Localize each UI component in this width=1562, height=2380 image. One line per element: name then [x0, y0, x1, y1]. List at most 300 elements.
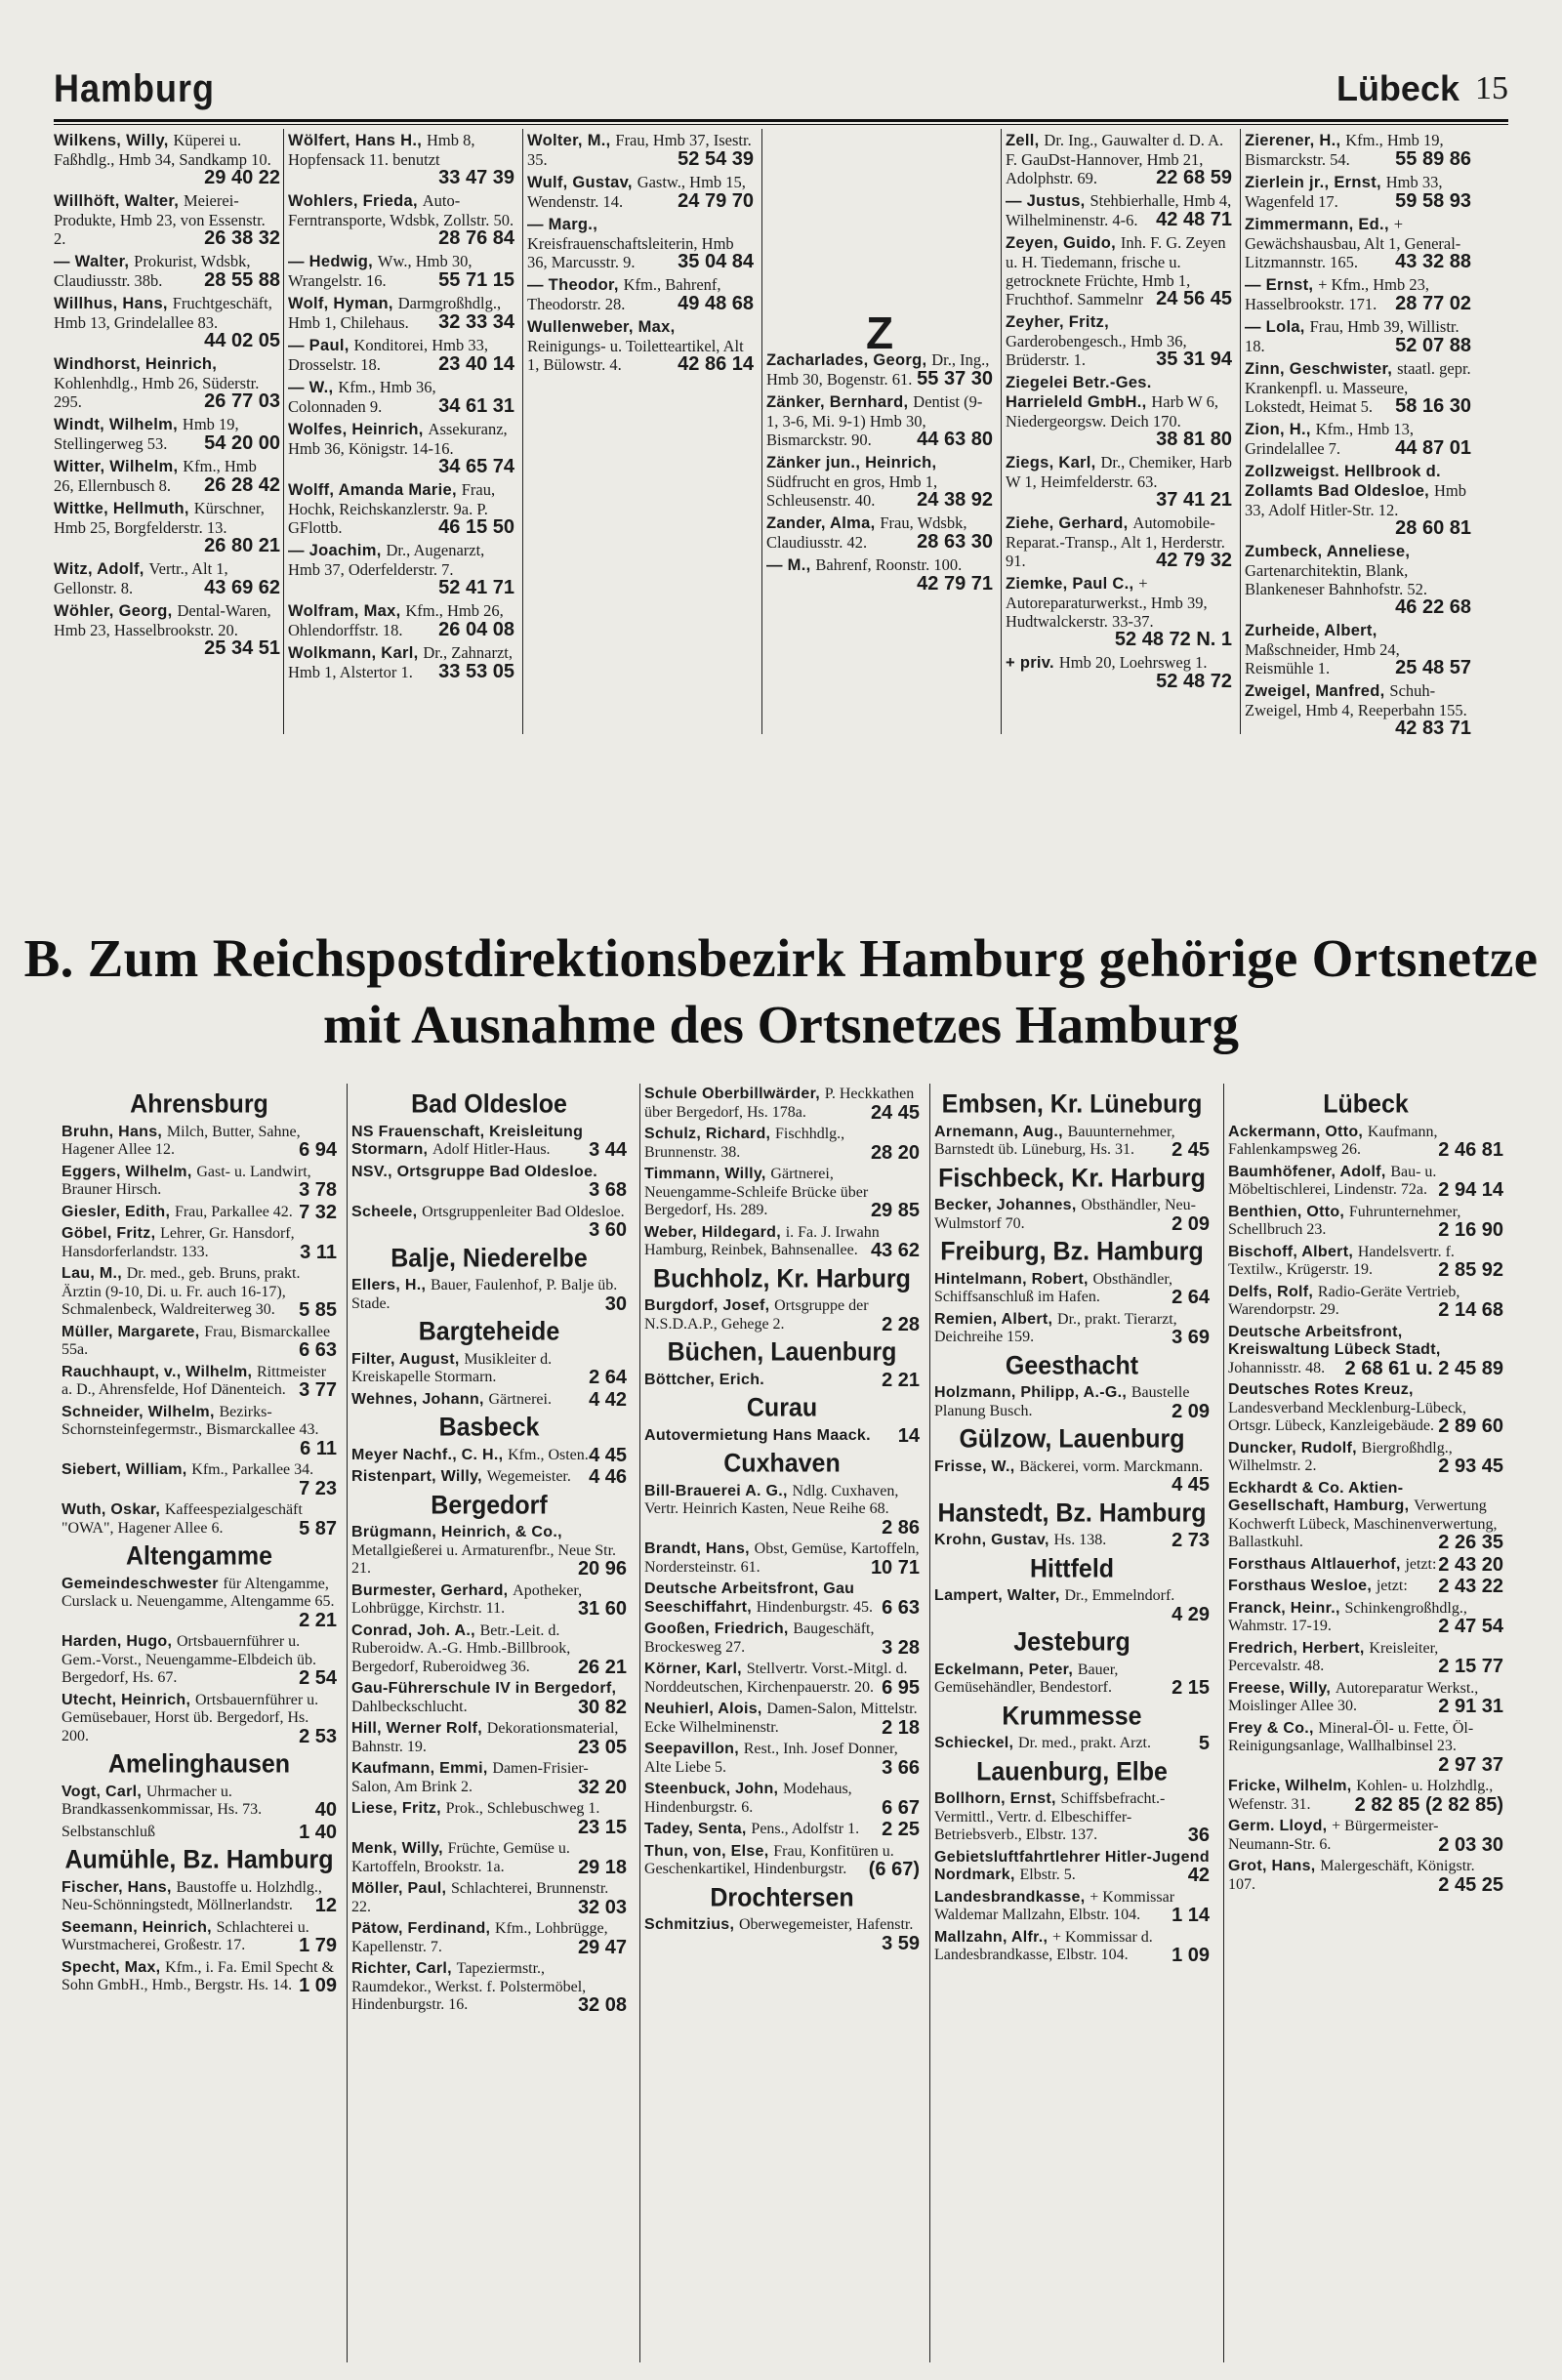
entry-name: Zimmermann, Ed., — [1245, 216, 1394, 233]
town-heading: Hittfeld — [1029, 1553, 1115, 1583]
entry-name: Zänker jun., Heinrich, — [766, 454, 937, 472]
entry-phone: 43 62 — [870, 1240, 920, 1261]
town-heading: Drochtersen — [710, 1882, 854, 1912]
directory-entry — [62, 1324, 337, 1360]
entry-text: Küperei u. Faßhdlg., Hmb 34, Sandkamp 10. — [54, 131, 271, 169]
entry-text: Mineral-Öl- u. Fette, Öl-Reinigungsanlage, Wallhalbinsel 23. — [1228, 1719, 1474, 1754]
entry-phone: 42 79 32 — [1156, 550, 1232, 571]
top-column-4 — [766, 310, 993, 597]
directory-entry — [934, 1124, 1210, 1160]
entry-phone: 24 79 70 — [678, 190, 754, 212]
entry-text: Kfm., Bahrenf, Theodorstr. 28. — [527, 275, 721, 313]
entry-name: Meyer Nachf., C. H., — [351, 1446, 509, 1463]
directory-entry — [62, 1164, 337, 1200]
directory-entry — [351, 1840, 627, 1876]
entry-name: — Hedwig, — [288, 253, 378, 270]
directory-entry — [766, 453, 993, 510]
entry-name: Windt, Wilhelm, — [54, 416, 183, 433]
directory-entry — [1245, 275, 1471, 313]
entry-phone: 58 16 30 — [1395, 395, 1471, 417]
directory-entry — [54, 559, 280, 597]
entry-name: — Marg., — [527, 216, 598, 233]
bottom-column-3 — [644, 1086, 920, 1956]
entry-name: Schmitzius, — [644, 1916, 739, 1933]
entry-phone: 34 65 74 — [438, 456, 514, 477]
entry-phone: 26 38 32 — [204, 227, 280, 249]
entry-text: Kaufmann, Fahlenkampsweg 26. — [1228, 1123, 1438, 1158]
directory-entry — [351, 1277, 627, 1313]
directory-entry — [351, 1800, 627, 1836]
directory-entry — [1245, 621, 1471, 677]
entry-name: Giesler, Edith, — [62, 1203, 175, 1220]
entry-name: Wolkmann, Karl, — [288, 644, 424, 662]
directory-entry — [1006, 513, 1232, 570]
entry-name: Fricke, Wilhelm, — [1228, 1778, 1357, 1794]
directory-entry — [644, 1661, 920, 1697]
entry-text: Ortsgruppe der N.S.D.A.P., Gehege 2. — [644, 1297, 869, 1333]
entry-name: Zänker, Bernhard, — [766, 393, 914, 411]
entry-phone: 2 54 — [299, 1667, 337, 1689]
directory-entry — [644, 1540, 920, 1577]
entry-phone: 2 15 — [1172, 1677, 1210, 1699]
entry-name: Grot, Hans, — [1228, 1858, 1321, 1874]
entry-phone: 43 69 62 — [204, 577, 280, 598]
entry-phone: 3 28 — [882, 1636, 920, 1659]
entry-name: Wöhler, Georg, — [54, 602, 178, 620]
entry-phone: 32 33 34 — [438, 311, 514, 333]
section-title-line2: mit Ausnahme des Ortsnetzes Hamburg — [322, 995, 1240, 1054]
entry-text: Schiffsbefracht.-Vermittl., Vertr. d. Elbeschiffer-Betriebsverb., Elbstr. 137. — [934, 1790, 1166, 1843]
entry-text: jetzt: — [1376, 1578, 1408, 1594]
directory-entry — [1228, 1381, 1503, 1436]
directory-entry — [1228, 1324, 1503, 1378]
directory-entry — [54, 601, 280, 658]
entry-text: Harb W 6, Niedergeorgsw. Deich 170. — [1006, 392, 1218, 431]
entry-name: NSV., Ortsgruppe Bad Oldesloe. — [351, 1163, 598, 1180]
entry-name: Zollzweigst. Hellbrook d. Zollamts Bad Oldesloe, — [1245, 463, 1441, 500]
entry-text: + Bürgermeister-Neumann-Str. 6. — [1228, 1818, 1439, 1853]
entry-name: — Joachim, — [288, 542, 387, 559]
entry-text: Frau, Konfitüren u. Geschenkartikel, Hindenburgstr. — [644, 1842, 894, 1877]
entry-name: Gau-Führerschule IV in Bergedorf, — [351, 1680, 617, 1697]
entry-phone: 22 68 59 — [1156, 167, 1232, 188]
entry-text: Rest., Inh. Josef Donner, Alte Liebe 5. — [644, 1741, 898, 1776]
directory-entry — [1245, 215, 1471, 271]
directory-entry — [1245, 420, 1471, 458]
entry-text: Wegemeister. — [486, 1468, 571, 1485]
directory-entry — [62, 1225, 337, 1261]
entry-text: Frau, Hmb 37, Isestr. 35. — [527, 131, 752, 169]
entry-text: + Autoreparaturwerkst., Hmb 39, Hudtwalckerstr. 33-37. — [1006, 574, 1208, 631]
entry-text: Bahrenf, Roonstr. 100. — [815, 555, 963, 574]
entry-name: Zion, H., — [1245, 421, 1316, 438]
entry-phone: 1 14 — [1172, 1905, 1210, 1926]
entry-text: Hindenburgstr. 45. — [756, 1598, 874, 1616]
directory-entry — [766, 350, 993, 389]
entry-phone: 35 31 94 — [1156, 349, 1232, 370]
entry-text: Schuh-Zweigel, Hmb 4, Reeperbahn 155. — [1245, 681, 1467, 719]
entry-name: Autovermietung Hans Maack. — [644, 1426, 871, 1444]
directory-entry — [1006, 131, 1232, 187]
directory-entry — [934, 1532, 1210, 1550]
directory-entry — [62, 1265, 337, 1320]
column-divider — [347, 1084, 348, 2362]
directory-entry — [351, 1351, 627, 1387]
entry-name: Forsthaus Altlauerhof, — [1228, 1555, 1406, 1573]
entry-phone: 54 20 00 — [204, 432, 280, 454]
entry-text: Bauer, Faulenhof, P. Balje üb. Stade. — [351, 1277, 618, 1312]
entry-phone: 32 03 — [577, 1896, 627, 1918]
entry-phone: 55 37 30 — [917, 368, 993, 390]
directory-entry — [351, 1164, 627, 1200]
entry-phone: 25 48 57 — [1395, 657, 1471, 678]
entry-text: Malergeschäft, Königstr. 107. — [1228, 1858, 1475, 1893]
entry-text: Lehrer, Gr. Hansdorf, Hansdorferlandstr. 133. — [62, 1225, 295, 1260]
entry-name: — W., — [288, 379, 339, 396]
directory-entry — [351, 1444, 627, 1466]
entry-name: Wolter, M., — [527, 132, 616, 149]
column-divider — [522, 129, 523, 734]
directory-entry — [644, 1126, 920, 1162]
directory-entry — [1228, 1284, 1503, 1320]
entry-phone: 2 09 — [1172, 1400, 1210, 1422]
entry-text: Handelsvertr. f. Textilw., Krügerstr. 19. — [1228, 1243, 1455, 1278]
entry-name: Kaufmann, Emmi, — [351, 1760, 493, 1777]
directory-entry — [527, 173, 754, 211]
directory-entry — [351, 1524, 627, 1579]
entry-text: Kfm., Parkallee 34. — [191, 1461, 314, 1478]
entry-text: Kfm., Hmb 26, Ohlendorffstr. 18. — [288, 601, 504, 639]
entry-phone: 2 09 — [1172, 1212, 1210, 1235]
entry-name: Burmester, Gerhard, — [351, 1581, 514, 1599]
entry-text: Gärtnerei, Neuengamme-Schleife Brücke über Bergedorf, Hs. 289. — [644, 1166, 869, 1218]
directory-entry — [1228, 1858, 1503, 1894]
entry-text: Selbstanschluß — [62, 1823, 155, 1840]
entry-phone: 5 85 — [299, 1299, 337, 1321]
entry-name: Vogt, Carl, — [62, 1783, 146, 1800]
directory-entry — [934, 1384, 1210, 1420]
entry-text: Fuhrunternehmer, Schellbruch 23. — [1228, 1203, 1461, 1238]
directory-entry — [351, 1720, 627, 1756]
entry-phone: 2 85 92 — [1438, 1259, 1503, 1281]
entry-text: Ww., Hmb 30, Wrangelstr. 16. — [288, 252, 473, 290]
entry-phone: 2 03 30 — [1438, 1833, 1503, 1856]
entry-name: Mallzahn, Alfr., — [934, 1928, 1052, 1946]
entry-phone: 2 89 60 — [1438, 1416, 1503, 1437]
entry-name: Richter, Carl, — [351, 1960, 457, 1977]
entry-text: Dr., Ing., Hmb 30, Bogenstr. 61. — [766, 350, 990, 389]
entry-phone: 2 68 61 u. 2 45 89 — [1344, 1357, 1503, 1379]
entry-name: Witz, Adolf, — [54, 560, 149, 578]
entry-phone: 6 63 — [299, 1339, 337, 1361]
entry-phone: 1 09 — [1172, 1945, 1210, 1966]
entry-phone: 33 47 39 — [438, 167, 514, 188]
entry-phone: 2 43 22 — [1438, 1576, 1503, 1597]
directory-entry — [644, 1821, 920, 1839]
entry-name: Zeyen, Guido, — [1006, 234, 1121, 252]
entry-name: Burgdorf, Josef, — [644, 1297, 775, 1314]
entry-name: Zacharlades, Georg, — [766, 351, 932, 369]
directory-entry — [527, 131, 754, 169]
entry-phone: 6 11 — [300, 1437, 337, 1459]
entry-name: Arnemann, Aug., — [934, 1123, 1068, 1140]
town-heading: Lauenburg, Elbe — [976, 1756, 1168, 1786]
page-header — [54, 65, 1508, 123]
entry-text: + Kommissar d. Landesbrandkasse, Elbstr. 104. — [934, 1928, 1153, 1963]
entry-name: Siebert, William, — [62, 1461, 192, 1478]
section-title-line1: B. Zum Reichspostdirektionsbezirk Hamburg gehörige Ortsnetze — [23, 928, 1539, 988]
entry-phone: 43 32 88 — [1395, 251, 1471, 272]
entry-text: Betr.-Leit. d. Ruberoidw. A.-G. Hmb.-Billbrook, Bergedorf, Ruberoidweg 36. — [351, 1621, 571, 1675]
entry-phone: 29 85 — [870, 1200, 920, 1221]
column-divider — [761, 129, 762, 734]
entry-phone: 52 48 72 N. 1 — [1114, 629, 1232, 650]
directory-entry — [1245, 462, 1471, 538]
entry-name: Gooßen, Friedrich, — [644, 1621, 794, 1637]
entry-text: i. Fa. J. Irwahn Hamburg, Reinbek, Bahnsenallee. — [644, 1223, 880, 1258]
entry-text: Maßschneider, Hmb 24, Reismühle 1. — [1245, 640, 1400, 677]
entry-phone: 38 81 80 — [1156, 429, 1232, 450]
directory-entry — [644, 1483, 920, 1538]
entry-name: Bollhorn, Ernst, — [934, 1790, 1061, 1807]
directory-entry — [62, 1461, 337, 1498]
entry-text: + Kommissar Waldemar Mallzahn, Elbstr. 104. — [934, 1888, 1175, 1923]
entry-text: Dr., Augenarzt, Hmb 37, Oderfelderstr. 7. — [288, 541, 485, 579]
directory-entry — [1228, 1778, 1503, 1814]
entry-text: Kohlenhdlg., Hmb 26, Süderstr. 295. — [54, 374, 260, 411]
directory-entry — [54, 131, 280, 187]
directory-entry — [288, 294, 514, 332]
entry-text: P. Heckkathen über Bergedorf, Hs. 178a. — [644, 1086, 915, 1121]
entry-name: Ackermann, Otto, — [1228, 1123, 1368, 1140]
entry-text: Vertr., Alt 1, Gellonstr. 8. — [54, 559, 228, 597]
entry-text: Metallgießerei u. Armaturenfbr., Neue Str. 21. — [351, 1541, 617, 1577]
entry-phone: 2 18 — [882, 1716, 920, 1739]
entry-phone: 23 05 — [577, 1736, 627, 1758]
entry-name: Eggers, Wilhelm, — [62, 1163, 197, 1180]
entry-text: Meierei-Produkte, Hmb 23, von Essenstr. 2. — [54, 191, 266, 248]
directory-entry — [288, 420, 514, 476]
entry-phone: 34 61 31 — [438, 395, 514, 417]
entry-name: Harden, Hugo, — [62, 1633, 177, 1650]
entry-text: Bezirks-Schornsteinfegermstr., Bismarckallee 43. — [62, 1403, 319, 1438]
entry-text: Gärtnerei. — [488, 1390, 552, 1408]
directory-entry — [1228, 1553, 1503, 1576]
entry-name: Freese, Willy, — [1228, 1679, 1336, 1697]
directory-entry — [1228, 1480, 1503, 1552]
entry-text: Kfm., Osten. — [508, 1446, 589, 1463]
entry-name: Zinn, Geschwister, — [1245, 360, 1398, 378]
entry-text: Bauunternehmer, Barnstedt üb. Lüneburg, Hs. 31. — [934, 1123, 1175, 1158]
directory-entry — [766, 392, 993, 449]
entry-name: Lampert, Walter, — [934, 1587, 1065, 1604]
directory-entry — [644, 1781, 920, 1817]
directory-entry — [644, 1369, 920, 1391]
entry-text: staatl. gepr. Krankenpfl. u. Masseure, Lokstedt, Heimat 5. — [1245, 359, 1471, 416]
entry-phone: 28 77 02 — [1395, 293, 1471, 314]
directory-entry — [934, 1929, 1210, 1965]
entry-text: Früchte, Gemüse u. Kartoffeln, Brookstr. 1a. — [351, 1840, 570, 1875]
directory-entry — [288, 131, 514, 187]
entry-name: Windhorst, Heinrich, — [54, 355, 218, 373]
entry-text: Elbstr. 5. — [1019, 1867, 1076, 1883]
town-heading: Fischbeck, Kr. Harburg — [938, 1163, 1206, 1193]
directory-entry — [934, 1197, 1210, 1233]
entry-name: Wolfes, Heinrich, — [288, 421, 429, 438]
entry-name: Weber, Hildegard, — [644, 1223, 786, 1241]
entry-text: Gastw., Hmb 15, Wendenstr. 14. — [527, 173, 746, 211]
directory-entry — [1245, 173, 1471, 211]
entry-text: Kfm., Hmb 19, Bismarckstr. 54. — [1245, 131, 1444, 169]
directory-entry — [351, 1920, 627, 1956]
top-column-1 — [54, 131, 280, 662]
entry-phone: 46 15 50 — [438, 516, 514, 538]
column-divider — [1223, 1084, 1224, 2362]
directory-entry — [644, 1424, 920, 1447]
entry-phone: 2 14 68 — [1438, 1299, 1503, 1321]
entry-text: Ortsbauernführer u. Gemüsebauer, Horst üb. Bergedorf, Hs. 200. — [62, 1691, 319, 1744]
entry-text: Kfm., i. Fa. Emil Specht & Sohn GmbH., Hmb., Bergstr. Hs. 14. — [62, 1958, 335, 1993]
entry-text: Dr. med., prakt. Arzt. — [1018, 1735, 1151, 1751]
entry-phone: 44 02 05 — [204, 330, 280, 351]
directory-entry — [1006, 653, 1232, 691]
entry-text: Kfm., Lohbrügge, Kapellenstr. 7. — [351, 1920, 608, 1955]
entry-text: Dental-Waren, Hmb 23, Hasselbrookstr. 20. — [54, 601, 271, 639]
column-divider — [1240, 129, 1241, 734]
entry-name: Zierlein jr., Ernst, — [1245, 174, 1386, 191]
entry-text: Bauer, Gemüsehändler, Bendestorf. — [934, 1661, 1119, 1696]
town-heading: Balje, Niederelbe — [390, 1243, 588, 1273]
directory-entry — [1006, 312, 1232, 369]
entry-text: Radio-Geräte Vertrieb, Warendorpstr. 29. — [1228, 1283, 1460, 1318]
entry-phone: 2 93 45 — [1438, 1456, 1503, 1477]
entry-name: Remien, Albert, — [934, 1310, 1058, 1328]
entry-name: Zierener, H., — [1245, 132, 1346, 149]
entry-name: Göbel, Fritz, — [62, 1225, 161, 1242]
entry-phone: 44 63 80 — [917, 429, 993, 450]
entry-phone: 40 — [314, 1799, 337, 1821]
entry-phone: 2 26 35 — [1438, 1532, 1503, 1553]
entry-text: Ortsbauernführer u. Gem.-Vorst., Neuengamme-Elbdeich üb. Bergedorf, Hs. 67. — [62, 1633, 316, 1686]
entry-phone: 30 82 — [577, 1696, 627, 1718]
directory-entry — [1245, 317, 1471, 355]
entry-text: Schlachterei, Brunnenstr. 22. — [351, 1880, 609, 1915]
entry-text: Landesverband Mecklenburg-Lübeck, Ortsgr. Lübeck, Kanzleigebäude. — [1228, 1399, 1467, 1434]
directory-entry — [644, 1701, 920, 1737]
entry-phone: 52 48 72 — [1156, 671, 1232, 692]
entry-name: — Justus, — [1006, 192, 1090, 210]
entry-phone: 3 78 — [299, 1179, 337, 1201]
entry-name: Zander, Alma, — [766, 514, 881, 532]
entry-name: Zell, — [1006, 132, 1045, 149]
entry-text: für Altengamme, Curslack u. Neuengamme, Altengamme 65. — [62, 1575, 335, 1610]
directory-entry — [1006, 233, 1232, 308]
entry-phone: 6 63 — [882, 1596, 920, 1619]
top-column-6 — [1245, 131, 1471, 742]
entry-name: Utecht, Heinrich, — [62, 1691, 195, 1708]
entry-name: Menk, Willy, — [351, 1840, 448, 1857]
entry-name: Neuhierl, Alois, — [644, 1701, 767, 1717]
entry-name: Deutsches Rotes Kreuz, — [1228, 1381, 1414, 1398]
town-heading: Buchholz, Kr. Harburg — [653, 1263, 911, 1293]
entry-name: Becker, Johannes, — [934, 1197, 1082, 1213]
entry-phone: 2 21 — [882, 1369, 920, 1391]
directory-entry — [934, 1735, 1210, 1753]
column-divider — [283, 129, 284, 734]
entry-name: Ziegs, Karl, — [1006, 454, 1101, 472]
directory-entry — [1228, 1680, 1503, 1716]
directory-entry — [1245, 131, 1471, 169]
entry-text: Hmb 33, Wagenfeld 17. — [1245, 173, 1443, 211]
entry-phone: 25 34 51 — [204, 637, 280, 659]
entry-text: Dr., prakt. Tierarzt, Deichreihe 159. — [934, 1310, 1177, 1345]
bottom-column-2 — [351, 1086, 627, 2019]
entry-phone: 59 58 93 — [1395, 190, 1471, 212]
entry-name: Fischer, Hans, — [62, 1878, 177, 1896]
entry-name: Forsthaus Wesloe, — [1228, 1578, 1377, 1594]
entry-phone: 3 60 — [589, 1219, 627, 1241]
entry-name: Bischoff, Albert, — [1228, 1243, 1358, 1260]
entry-name: — Walter, — [54, 253, 135, 270]
entry-name: Conrad, Joh. A., — [351, 1621, 480, 1639]
town-heading: Cuxhaven — [723, 1448, 841, 1479]
directory-entry — [288, 378, 514, 416]
entry-text: Dahlbeckschlucht. — [351, 1698, 468, 1715]
directory-entry — [934, 1587, 1210, 1623]
directory-entry — [351, 1960, 627, 2015]
entry-name: Wilkens, Willy, — [54, 132, 174, 149]
entry-phone: 2 91 31 — [1438, 1696, 1503, 1717]
entry-name: Pätow, Ferdinand, — [351, 1920, 496, 1937]
directory-entry — [351, 1204, 627, 1240]
entry-name: Zumbeck, Anneliese, — [1245, 543, 1411, 560]
entry-name: Timmann, Willy, — [644, 1166, 771, 1182]
entry-name: Thun, von, Else, — [644, 1842, 774, 1860]
directory-entry — [934, 1458, 1210, 1495]
town-heading: Jesteburg — [1013, 1626, 1130, 1658]
entry-phone: 37 41 21 — [1156, 489, 1232, 511]
directory-entry — [644, 1224, 920, 1260]
entry-name: Bruhn, Hans, — [62, 1123, 167, 1140]
directory-entry — [351, 1880, 627, 1916]
entry-text: Inh. F. G. Zeyen u. H. Tiedemann, frische u. getrocknete Früchte, Hmb 1, Fruchthof. Sammelnr — [1006, 233, 1226, 308]
directory-entry — [1228, 1164, 1503, 1200]
entry-phone: 32 08 — [577, 1994, 627, 2016]
entry-phone: 30 — [604, 1293, 627, 1315]
entry-phone: 2 28 — [882, 1313, 920, 1335]
entry-text: Schlachterei u. Wurstmacherei, Großestr. 17. — [62, 1918, 309, 1953]
entry-phone: 2 73 — [1172, 1530, 1210, 1551]
entry-text: Kohlen- u. Holzhdlg., Wefenstr. 31. — [1228, 1778, 1494, 1813]
entry-phone: 52 41 71 — [438, 577, 514, 598]
entry-phone: 28 20 — [870, 1141, 920, 1164]
entry-phone: 36 — [1187, 1825, 1210, 1846]
directory-entry — [527, 275, 754, 313]
entry-text: Bau- u. Möbeltischlerei, Lindenstr. 72a. — [1228, 1163, 1437, 1198]
entry-text: Auto-Ferntransporte, Wdsbk, Zollstr. 50. — [288, 191, 514, 229]
entry-phone: 28 76 84 — [438, 227, 514, 249]
entry-name: Deutsche Arbeitsfront, Gau Seeschiffahrt, — [644, 1580, 855, 1616]
directory-entry — [288, 252, 514, 290]
entry-text: Obst, Gemüse, Kartoffeln, Nordersteinstr. 61. — [644, 1540, 920, 1576]
entry-phone: 2 86 — [882, 1516, 920, 1539]
entry-name: — Theodor, — [527, 276, 624, 294]
entry-text: Bäckerei, vorm. Marckmann. — [1019, 1457, 1204, 1475]
entry-name: Wolfram, Max, — [288, 602, 406, 620]
entry-name: Specht, Max, — [62, 1958, 166, 1976]
entry-text: Gast- u. Landwirt, Brauner Hirsch. — [62, 1163, 311, 1198]
entry-phone: 4 45 — [1172, 1474, 1210, 1496]
